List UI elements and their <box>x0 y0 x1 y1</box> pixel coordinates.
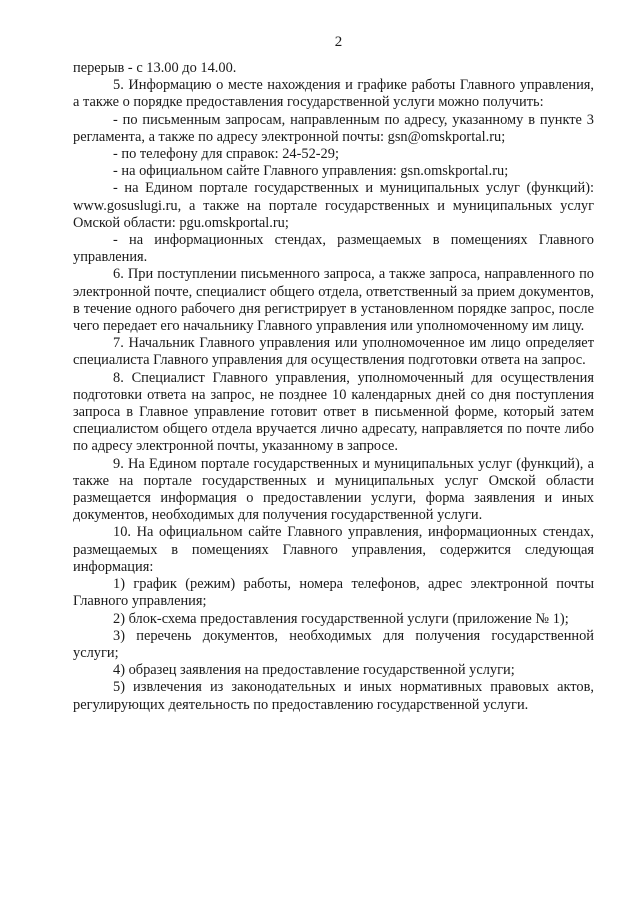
list-item-unified-portal: - на Едином портале государственных и муниципальных услуг (функций): www.gosuslugi.ru, а также на портале государственных и муниципальных услуг Омской области: pgu.omskportal.ru; <box>73 180 594 231</box>
list-item-3: 3) перечень документов, необходимых для получения государственной услуги; <box>73 627 594 661</box>
paragraph-5: 5. Информацию о месте нахождения и графике работы Главного управления, а также о порядке предоставления государственной услуги можно получить: <box>73 77 594 111</box>
paragraph-break-time: перерыв - с 13.00 до 14.00. <box>73 60 237 76</box>
list-item-phone: - по телефону для справок: 24-52-29; <box>113 146 339 163</box>
paragraph-9: 9. На Едином портале государственных и муниципальных услуг (функций), а также на портале государственных и муниципальных услуг Омской области размещается информация о предоставлении услуги, форма заявления и иных документов, необходимых для получения государственной услуги. <box>73 455 594 524</box>
paragraph-10: 10. На официальном сайте Главного управления, информационных стендах, размещаемых в помещениях Главного управления, содержится следующая информация: <box>73 524 594 575</box>
page-number: 2 <box>334 34 343 50</box>
list-item-official-site: - на официальном сайте Главного управления: gsn.omskportal.ru; <box>113 163 509 180</box>
list-item-4: 4) образец заявления на предоставление государственной услуги; <box>113 662 515 679</box>
list-item-2: 2) блок-схема предоставления государственной услуги (приложение № 1); <box>113 610 569 627</box>
paragraph-6: 6. При поступлении письменного запроса, а также запроса, направленного по электронной почте, специалист общего отдела, ответственный за прием документов, в течение одного рабочего дня регистрирует в установленном порядке запрос, после чего передает его начальнику Главного управления или уполномоченному им лицу. <box>73 266 594 335</box>
paragraph-7: 7. Начальник Главного управления или уполномоченное им лицо определяет специалиста Главного управления для осуществления подготовки ответа на запрос. <box>73 335 594 369</box>
list-item-written-requests: - по письменным запросам, направленным по адресу, указанному в пункте 3 регламента, а также по адресу электронной почты: gsn@omskportal.ru; <box>73 111 594 145</box>
list-item-5: 5) извлечения из законодательных и иных нормативных правовых актов, регулирующих деятельность по предоставлению государственной услуги. <box>73 679 594 713</box>
paragraph-8: 8. Специалист Главного управления, уполномоченный для осуществления подготовки ответа на запрос, не позднее 10 календарных дней со дня поступления запроса в Главное управление готовит ответ в письменной форме, который затем специалистом общего отдела вручается лично адресату, направляется по почте либо по адресу электронной почты, указанному в запросе. <box>73 369 594 455</box>
list-item-info-stands: - на информационных стендах, размещаемых в помещениях Главного управления. <box>73 232 594 266</box>
document-body <box>73 60 594 714</box>
list-item-1: 1) график (режим) работы, номера телефонов, адрес электронной почты Главного управления; <box>73 576 594 610</box>
